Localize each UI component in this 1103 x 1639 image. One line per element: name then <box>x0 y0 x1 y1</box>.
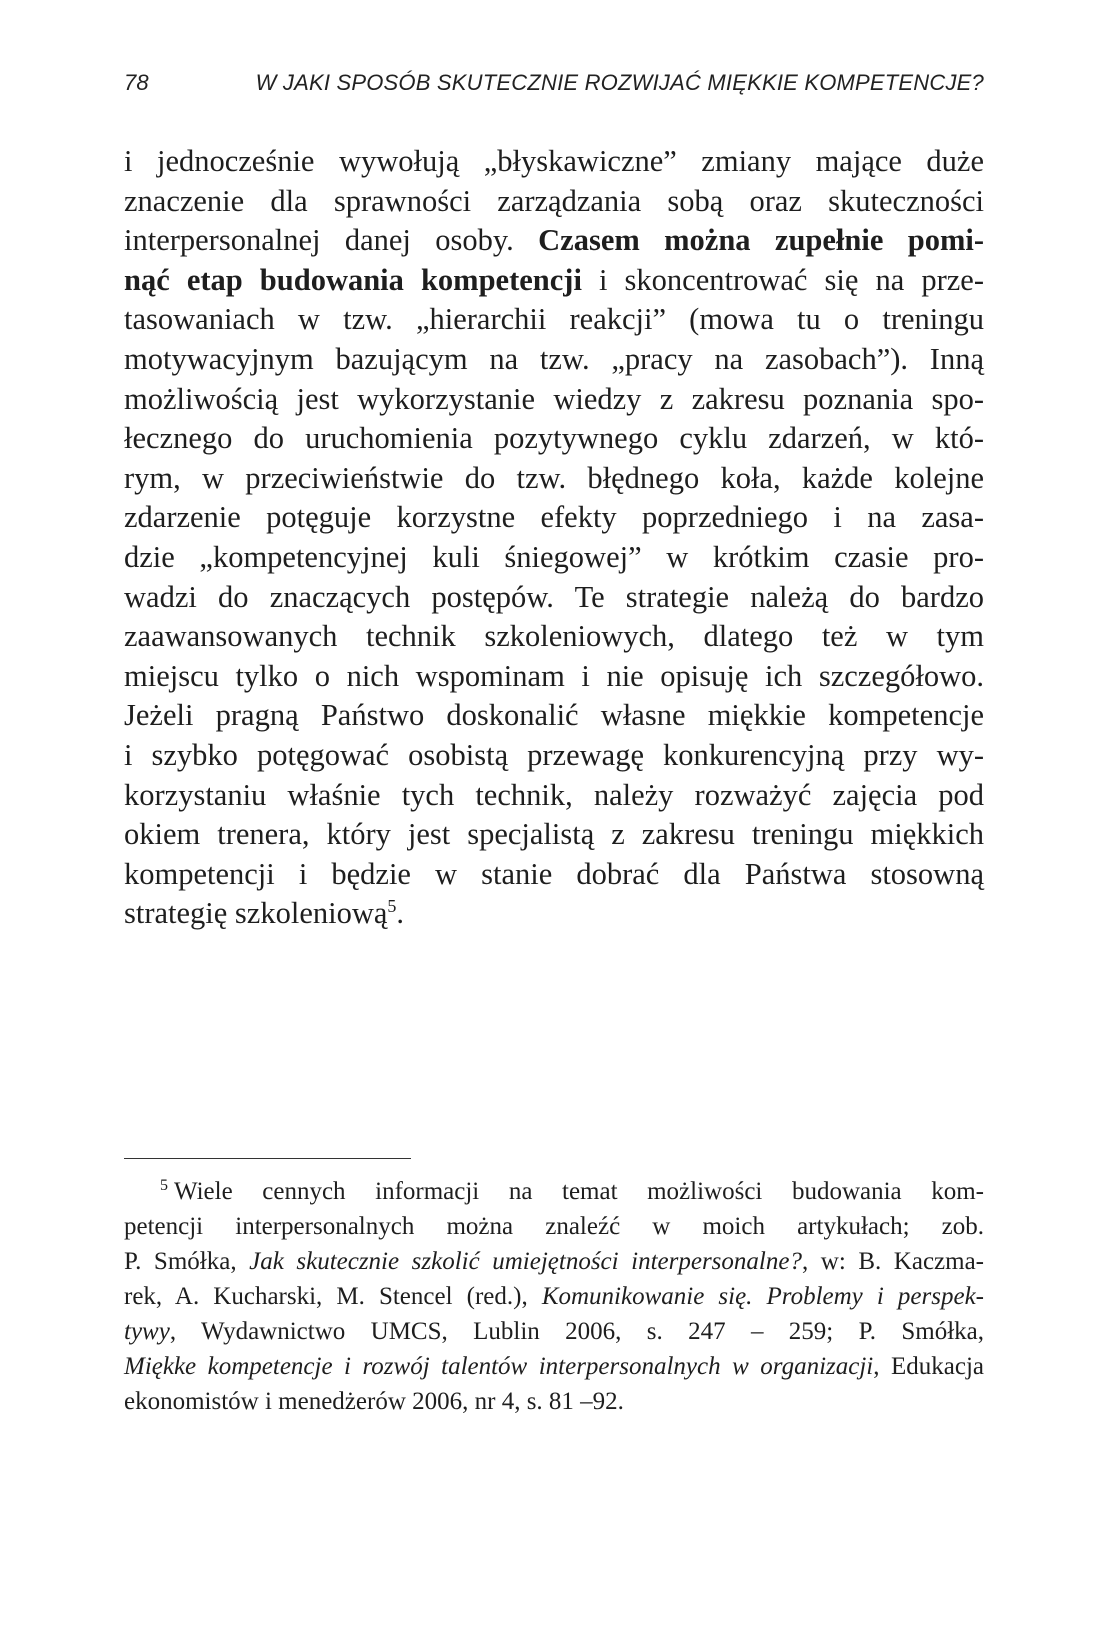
body-line: motywacyjnym bazującym na tzw. „pracy na zasobach”). Inną <box>124 341 984 376</box>
body-line: możliwością jest wykorzystanie wiedzy z zakresu poznania spo- <box>124 381 984 416</box>
body-line: łecznego do uruchomienia pozytywnego cyklu zdarzeń, w któ- <box>124 421 984 456</box>
body-line: kompetencji i będzie w stanie dobrać dla Państwa stosowną <box>124 856 984 891</box>
body-line: tasowaniach w tzw. „hierarchii reakcji” (mowa tu o treningu <box>124 302 984 337</box>
body-line: korzystaniu właśnie tych technik, należy rozważyć zajęcia pod <box>124 777 984 812</box>
footnote-line: petencji interpersonalnych można znaleźć w moich artykułach; zob. <box>124 1213 984 1240</box>
body-line: dzie „kompetencyjnej kuli śniegowej” w krótkim czasie pro- <box>124 539 984 574</box>
footnote-line: ekonomistów i menedżerów 2006, nr 4, s. 81 –92. <box>124 1388 624 1415</box>
body-line: rym, w przeciwieństwie do tzw. błędnego koła, każde kolejne <box>124 460 984 495</box>
footnote <box>124 1174 984 1419</box>
bold-emphasis: nąć etap budowania kompetencji <box>124 262 582 297</box>
body-line: interpersonalnej danej osoby. Czasem można zupełnie pomi- <box>124 223 984 258</box>
cited-title: tywy <box>124 1318 170 1345</box>
footnote-line: Miękke kompetencje i rozwój talentów interpersonalnych w organizacji, Edukacja <box>124 1353 984 1380</box>
bold-emphasis: Czasem można zupełnie pomi- <box>538 223 984 258</box>
body-line: okiem trenera, który jest specjalistą z zakresu treningu miękkich <box>124 817 984 852</box>
body-line: znaczenie dla sprawności zarządzania sobą oraz skuteczności <box>124 183 984 218</box>
cited-title: Miękke kompetencje i rozwój talentów interpersonalnych w organizacji <box>124 1353 874 1380</box>
body-line: i szybko potęgować osobistą przewagę konkurencyjną przy wy- <box>124 737 984 772</box>
page-number: 78 <box>124 70 149 95</box>
body-line: nąć etap budowania kompetencji i skoncentrować się na prze- <box>124 262 984 297</box>
footnote-line: $^5$ Wiele cennych informacji na temat możliwości budowania kom- <box>160 1176 984 1205</box>
body-line: Jeżeli pragną Państwo doskonalić własne miękkie kompetencje <box>124 698 984 733</box>
running-title: W JAKI SPOSÓB SKUTECZNIE ROZWIJAĆ MIĘKKIE KOMPETENCJE? <box>255 70 984 95</box>
footnote-line: tywy, Wydawnictwo UMCS, Lublin 2006, s. 247 – 259; P. Smółka, <box>124 1318 984 1345</box>
body-paragraph <box>124 142 984 934</box>
footnote-line: rek, A. Kucharski, M. Stencel (red.), Komunikowanie się. Problemy i perspek- <box>124 1283 984 1310</box>
body-line: miejscu tylko o nich wspominam i nie opisuję ich szczegółowo. <box>124 658 984 693</box>
footnote-divider <box>124 1158 411 1159</box>
body-line: strategię szkoleniową$^5$. <box>124 896 405 931</box>
footnote-reference[interactable]: 5 <box>387 896 397 917</box>
body-line: zdarzenie potęguje korzystne efekty poprzedniego i na zasa- <box>124 500 984 535</box>
cited-title: Komunikowanie się. Problemy i perspek- <box>541 1283 984 1310</box>
footnote-line: P. Smółka, Jak skutecznie szkolić umiejętności interpersonalne?, w: B. Kaczma- <box>124 1248 984 1275</box>
body-line: wadzi do znaczących postępów. Te strategie należą do bardzo <box>124 579 984 614</box>
cited-title: Jak skutecznie szkolić umiejętności interpersonalne? <box>249 1248 802 1275</box>
footnote-mark: 5 <box>160 1176 168 1194</box>
body-line: zaawansowanych technik szkoleniowych, dlatego też w tym <box>124 619 984 654</box>
body-line: i jednocześnie wywołują „błyskawiczne” zmiany mające duże <box>124 144 984 178</box>
